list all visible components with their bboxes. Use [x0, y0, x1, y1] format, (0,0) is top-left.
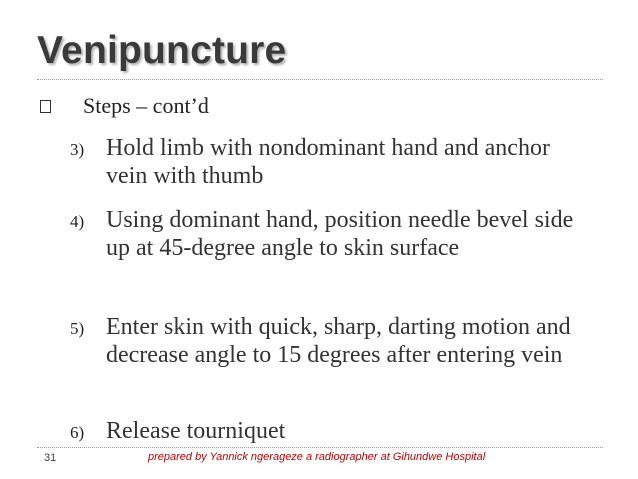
- step-number: 4): [70, 212, 85, 231]
- square-bullet-icon: [40, 100, 51, 113]
- step-text: Release tourniquet: [106, 418, 286, 444]
- step-number: 6): [70, 423, 85, 442]
- bullet-text: Steps – cont’d: [83, 93, 209, 118]
- step-text: Using dominant hand, position needle bevel side up at 45-degree angle to skin surface: [106, 207, 574, 261]
- step-text: Enter skin with quick, sharp, darting motion and decrease angle to 15 degrees after entering vein: [106, 314, 571, 368]
- title-divider: [37, 79, 603, 80]
- footer-credit: prepared by Yannick ngerageze a radiographer at Gihundwe Hospital: [148, 451, 486, 463]
- page-number: 31: [44, 452, 57, 464]
- step-number: 3): [70, 140, 85, 159]
- step-text: Hold limb with nondominant hand and anchor vein with thumb: [106, 135, 550, 189]
- slide-title: Venipuncture: [37, 29, 287, 72]
- step-number: 5): [70, 319, 85, 338]
- footer-divider: [37, 447, 603, 448]
